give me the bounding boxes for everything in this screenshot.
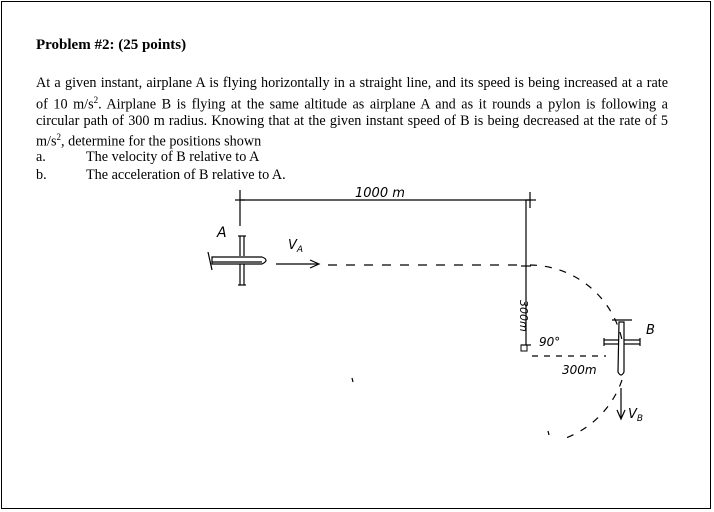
label-va: V [288,238,297,253]
svg-text:VA [288,238,303,255]
radius-label: 300m [562,363,597,377]
label-airplane-b: B [646,323,655,338]
item-text: The velocity of B relative to A [86,149,260,165]
item-label: a. [36,149,46,165]
superscript-2: 2 [56,132,61,143]
item-label: b. [36,167,47,183]
angle-label: 90° [539,335,561,349]
label-vb: V [628,407,637,422]
statement-part-1: At a given instant, airplane A is flying horizontally in a straight line, and its speed is being increased at a rate of 10 m/s [36,75,668,113]
airplane-b-icon [604,320,640,375]
airplane-a-icon [208,236,266,285]
circular-path-dashed [530,265,622,340]
problem-title: Problem #2: (25 points) [36,37,187,53]
svg-text:VB [628,407,643,424]
label-va-subscript: A [296,245,304,255]
right-angle-marker [521,345,527,351]
superscript-1: 2 [93,94,99,105]
label-airplane-a: A [217,225,227,241]
dimension-label-300m: 300m [517,300,530,332]
statement-part-2: . Airplane B is flying at the same altitude as airplane A and as it rounds a pylon is following a circular path of 300 m radius. Knowing that at the given instant speed of B is being decreased at the rate of 5 m/s [36,96,668,150]
label-vb-subscript: B [636,414,644,424]
statement-part-3: , determine for the positions shown [61,133,262,150]
dimension-label-1000m: 1000 m [355,186,405,201]
item-text: The acceleration of B relative to A. [86,167,286,183]
